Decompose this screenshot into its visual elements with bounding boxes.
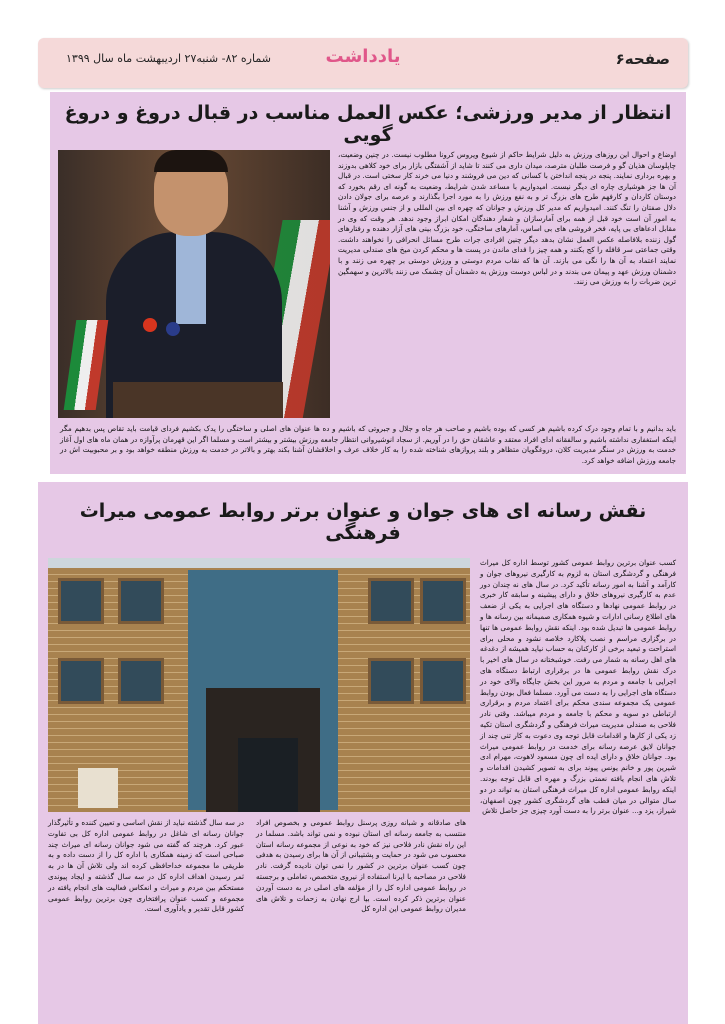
article-2-photo	[48, 558, 470, 812]
article-1-headline: انتظار از مدیر ورزشی؛ عکس العمل مناسب در قبال دروغ و دروغ گویی	[64, 102, 672, 146]
article-1-photo	[58, 150, 330, 418]
article-2-bottom-column-1: های صادقانه و شبانه روزی پرسنل روابط عمومی و بخصوص افراد منتسب به جامعه رسانه ای استان نبوده و نمی تواند باشد. مسلما در این راه نقش نادر فلاحی نیز که خود به نوعی از مجموعه رسانه استان محسوب می شود در حمایت و پشتیبانی از آن ها برای رسیدن به هدفی چون کسب عنوان برترین در کشور را نمی توان نادیده گرفت. نادر فلاحی در مصاحبه با ایرنا استفاده از نیروی متخصص، تعاملی و برجسته در روابط عمومی اداره کل را از مؤلفه های اصلی در به دست آوردن عنوان برترین ذکر کرده است. بیا ارج نهادن به زحمات و تلاش های مدیران روابط عمومی این اداره کل	[256, 818, 466, 914]
portrait-poster	[78, 768, 118, 808]
page-header	[38, 38, 688, 88]
microphone-icon	[143, 318, 157, 332]
article-1-column: اوضاع و احوال این روزهای ورزش به دلیل شرایط حاکم از شیوع ویروس کرونا مطلوب نیست. در چنین وضعیت، چاپلوسان هذیان گو و فرصت طلبان مترصد، میدان داری می کنند تا شاید از آشفتگی بازار برای خود کلاهی بدوزند و بهره برداری نمایند. پنجه در پنجه انداختن با کسانی که دین می فروشند و دنیا می خرند کار سختی است. در قبال آن ها جز هوشیاری چاره ای دیگر نیست. امیدواریم با مساعد شدن شرایط، وضعیت به گونه ای رقم بخورد که دوستان کاردان و کارفهم طرح های بزرگ تر و به نفع ورزش را به مورد اجرا بگذارند و عرصه برای جولان دادن دلال صفتان را تنگ کنند. امیدواریم که مدیر کل ورزش و جوانان که چهره ای بین المللی و از جنس ورزش و آشنا به امور آن است خود قبل از همه برای آمارسازان و شعار دهندگان امکان ابراز وجود ندهد. هر وقت که وی در مقابل ادعاهای بی پایه، فخر فروشی های بی اساس، آمارهای ساختگی، خود بزرگ بینی های آزار دهنده و رفتارهای گول زننده بلافاصله عکس العمل نشان بدهد دیگر چنین افرادی جرات طرح مسائل انحرافی را نخواهند داشت. وقتی جماعتی سر قافله را کج بکنند و همه چیز را فدای ماندن در پست ها و محکم کردن میخ های صندلی مدیریت نمایند اعتماد به آن ها را نگی می بازند. آن ها که نقاب مردم دوستی و ورزش دوستی بر چهره می زنند و با دشمنان ورزش عهد و پیمان می بندند و در لباس دوست ورزش به دشمنان آن چشمک می زنند بالاترین و سهمگین ترین ضربات را به ورزش می زنند.	[338, 150, 676, 287]
article-2	[38, 482, 688, 1024]
article-1-conclusion: باید بدانیم و با تمام وجود درک کرده باشیم هر کسی که بوده باشیم و صاحب هر جاه و جلال و جبروتی که باشیم و ده ها عنوان های اصلی و ساختگی را یدک بکشیم فردای قیامت باید تقاص پس بدهیم مگر اینکه استغفاری نداشته باشیم و سالفقانه ادای افراد معتقد و عاشقان حق را در آوریم. از سجاد انوشیروانی انتظار جامعه ورزش بیشتر و بیشتر است و مسلما اگر این قهرمان پرآوازه در همان ماه های اول آغاز خدمت به ورزش در سنگر مدیریت کلان، دروغگویان متظاهر و بلند پروازهای شناخته شده را به کار خلاف عرف و اخلاقشان آشنا بکند بهتر و بالاتر در خدمت به ورزش منطقه خواهد بود و بر محبوبیت اش در جامعه ورزش اضافه خواهد کرد.	[60, 424, 676, 465]
page-number: صفحه۶	[615, 50, 670, 68]
section-title: یادداشت	[325, 46, 401, 67]
article-2-right-column: کسب عنوان برترین روابط عمومی کشور توسط اداره کل میراث فرهنگی و گردشگری استان به لزوم به کارگیری نیروهای جوان و کارآمد و آشنا به امور رسانه تأکید کرد. در سال های نه چندان دور عدم به کارگیری نیروهای خلاق و دارای پیشینه و سابقه کار خبری در روابط عمومی نهادها و دستگاه های اجرایی به یکی از ضعف های اطلاع رسانی ادارات و شیوه همکاری صمیمانه بین رسانه ها و روابط عمومی ها تبدیل شده بود. اینکه نقش روابط عمومی ها تنها در برگزاری مراسم و نصب پلاکارد خلاصه نشود و محلی برای استراحت و تبعید برخی از کارکنان به حساب نیاید همیشه از دغدغه های اهل رسانه به شمار می رفت. خوشبختانه در سال های اخیر با درک نقش روابط عمومی ها در برقراری ارتباط دستگاه های اجرایی با جامعه و مردم به مرور این بخش جایگاه والای خود در دستگاه های اجرایی را به دست می آورد. مسلما فعال بودن روابط عمومی یک مجموعه سندی محکم برای اعتماد مردم و برقراری ارتباطی دو سویه و محکم با جامعه و مردم میباشد. وقتی نادر فلاحی به صندلی مدیریت میراث فرهنگی و گردشگری استان تکیه زد یکی از کارها و اقدامات قابل توجه وی دعوت به کار تنی چند از جوانان لایق عرصه رسانه برای خدمت در روابط عمومی میراث بود. جوانان خلاق و دارای ایده ای چون مسعود لاهوت، مهرام ادی شیرین پور و خانم یونس پیوند برای به تصویر کشیدن اقدامات و تلاش های انجام یافته نعمتی بزرگ و مهره ای قابل توجه بودند. اینکه روابط عمومی اداره کل میراث فرهنگی استان به تواند در دو سال متوالی در میان قطب های گردشگری کشور چون اصفهان، شیراز، یزد و... عنوان برتر را به دست آورد چیزی جز حاصل تلاش	[480, 558, 676, 816]
article-1	[50, 92, 686, 474]
issue-info: شماره ۸۲- شنبه۲۷ اردیبهشت ماه سال ۱۳۹۹	[66, 52, 271, 65]
article-2-headline: نقش رسانه ای های جوان و عنوان برتر روابط عمومی میراث فرهنگی	[79, 500, 647, 544]
article-2-bottom-column-2: در سه سال گذشته نباید از نقش اساسی و تعیین کننده و تأثیرگذار جوانان رسانه ای شاغل در روابط عمومی اداره کل بی تفاوت عبور کرد. هرچند که گفته می شود جوانان رسانه ای میراث چند صباحی است که زمینه همکاری با اداره کل را از دست داده و به طریقی ما مجموعه خداحافظی کرده اند ولی تلاش آن ها در به ثمر رسیدن اهداف اداره کل در سه سال گذشته و ایجاد پیوندی مستحکم بین مردم و میراث و انعکاس فعالیت های انجام یافته در مجموعه و کسب عنوان پرافتخاری چون برترین روابط عمومی کشور قابل تقدیر و یادآوری است.	[48, 818, 244, 914]
